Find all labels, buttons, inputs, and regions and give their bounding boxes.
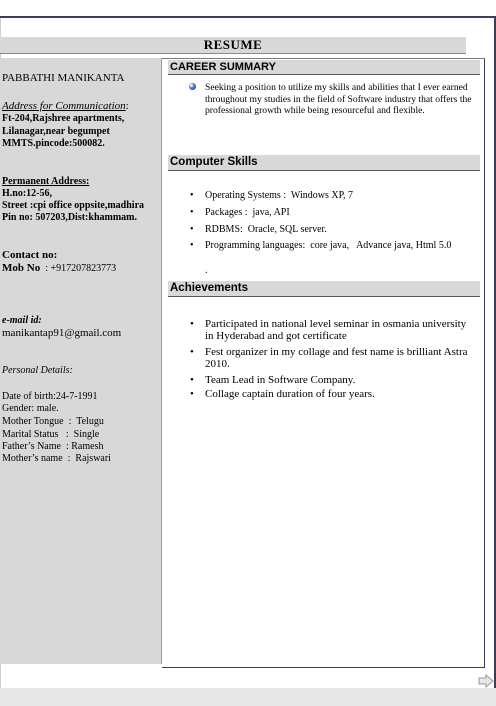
- achievement-text: Fest organizer in my collage and fest name is brilliant Astra 2010.: [205, 346, 468, 370]
- mobile-value: : +917207823773: [40, 263, 117, 274]
- achievement-text: Participated in national level seminar in osmania university in Hyderabad and got certificate: [205, 318, 467, 342]
- personal-detail-line: Marital Status : Single: [2, 429, 100, 440]
- personal-details-heading: Personal Details:: [2, 365, 73, 376]
- bullet-dot: •: [190, 240, 194, 251]
- bullet-dot: •: [190, 318, 194, 330]
- career-summary-text: Seeking a position to utilize my skills and abilities that I ever earned throughout my studies in the field of Software industry that offers the professional growth while being resourceful and flexible.: [205, 82, 472, 116]
- bottom-strip: [0, 688, 496, 706]
- email-heading: e-mail id:: [2, 315, 42, 326]
- personal-detail-line: Father’s Name : Ramesh: [2, 441, 104, 452]
- permanent-address-line: H.no:12-56,: [2, 188, 52, 199]
- blue-sphere-bullet-icon: [189, 83, 196, 90]
- address-heading-text: Address for Communication: [2, 100, 126, 112]
- permanent-address-line: Pin no: 507203,Dist:khammam.: [2, 212, 138, 223]
- mobile-label: Mob No: [2, 262, 41, 274]
- skill-item: [190, 207, 290, 219]
- contact-heading: Contact no:: [2, 249, 58, 261]
- achievements-heading: Achievements: [168, 281, 480, 297]
- computer-skills-heading: Computer Skills: [168, 155, 480, 171]
- career-summary-heading: CAREER SUMMARY: [168, 60, 480, 75]
- mobile-row: [2, 262, 116, 275]
- skill-text: Operating Systems : Windows XP, 7: [205, 190, 354, 201]
- achievement-text: Collage captain duration of four years.: [205, 388, 375, 400]
- bullet-dot: •: [190, 374, 194, 386]
- achievement-text: Team Lead in Software Company.: [205, 374, 356, 386]
- personal-detail-line: Date of birth:24-7-1991: [2, 391, 98, 402]
- address-line: MMTS.pincode:500082.: [2, 138, 105, 149]
- address-heading-colon: :: [125, 100, 129, 112]
- skill-item: [190, 224, 327, 236]
- bullet-dot: •: [190, 207, 194, 218]
- skill-text: Programming languages: core java, Advance java, Html 5.0: [205, 240, 452, 251]
- personal-detail-line: Mother Tongue : Telugu: [2, 416, 104, 427]
- address-line: Ft-204,Rajshree apartments,: [2, 113, 125, 124]
- permanent-address-heading: Permanent Address:: [2, 176, 90, 187]
- bullet-dot: •: [190, 388, 194, 400]
- skill-text: RDBMS: Oracle, SQL server.: [205, 224, 327, 235]
- next-arrow-icon[interactable]: [478, 674, 494, 688]
- email-value: manikantap91@gmail.com: [2, 327, 122, 339]
- resume-title: RESUME: [0, 37, 466, 54]
- address-line: Lilanagar,near begumpet: [2, 126, 110, 137]
- skill-item: [190, 190, 353, 202]
- address-heading: [2, 100, 129, 112]
- bullet-dot: •: [190, 346, 194, 358]
- candidate-name: PABBATHI MANIKANTA: [2, 72, 125, 84]
- personal-detail-line: Gender: male.: [2, 403, 59, 414]
- top-bar: [0, 0, 496, 18]
- trailing-period: .: [205, 265, 208, 276]
- skill-item: [190, 240, 451, 252]
- personal-detail-line: Mother’s name : Rajswari: [2, 453, 111, 464]
- skill-text: Packages : java, API: [205, 207, 290, 218]
- bullet-dot: •: [190, 190, 194, 201]
- permanent-address-line: Street :cpi office oppsite,madhira: [2, 200, 145, 211]
- bullet-dot: •: [190, 224, 194, 235]
